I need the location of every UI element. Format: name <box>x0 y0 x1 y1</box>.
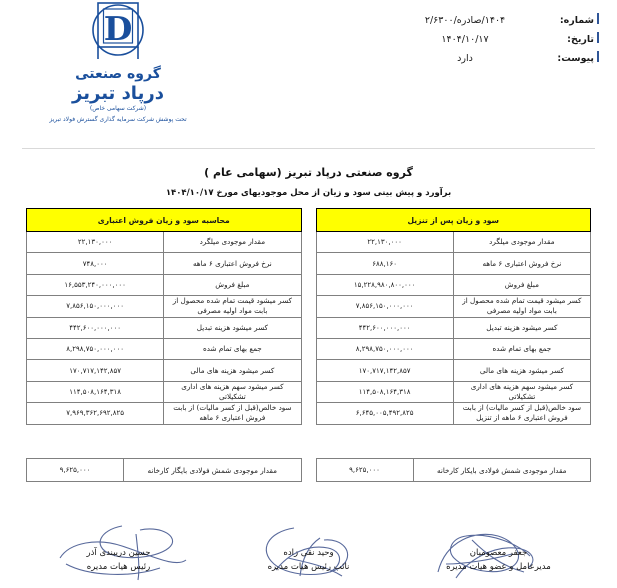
row-label: کسر میشود سهم هزینه های اداری تشکیلاتی <box>453 381 590 402</box>
row-label: نرخ فروش اعتباری ۶ ماهه <box>164 253 301 274</box>
row-label: مقدار موجودی شمش فولادی بایگار کارخانه <box>124 459 302 482</box>
logo-legal-form: (شرکت سهامی خاص) <box>89 105 147 112</box>
company-logo-icon <box>76 2 160 64</box>
row-amount: ۹,۶۲۵,۰۰۰ <box>316 459 413 482</box>
table-row <box>27 338 302 359</box>
meta-value-attachment: دارد <box>457 53 473 64</box>
row-amount: ۷۴۸,۰۰۰ <box>27 253 164 274</box>
page-subtitle: برآورد و پیش بینی سود و زیان از محل موجودیهای مورخ ۱۴۰۴/۱۰/۱۷ <box>165 188 452 198</box>
row-amount: ۹,۶۲۵,۰۰۰ <box>27 459 124 482</box>
table-row <box>27 274 302 295</box>
row-amount: ۶,۶۴۵,۰۰۵,۴۹۲,۸۲۵ <box>316 403 453 424</box>
table-row <box>27 459 302 482</box>
table-header-credit-sales: محاسبه سود و زیان فروش اعتباری <box>27 209 302 232</box>
table-body-discounted <box>316 232 591 425</box>
table-row <box>27 317 302 338</box>
table-billet-inventory-left <box>316 458 592 482</box>
table-row <box>316 232 591 253</box>
signature-chairman <box>26 522 211 586</box>
row-amount: ۲۲,۱۳۰,۰۰۰ <box>316 232 453 253</box>
header-divider <box>22 148 595 149</box>
row-amount: ۴۴۲,۶۰۰,۰۰۰,۰۰۰ <box>316 317 453 338</box>
row-label: سود خالص(قبل از کسر مالیات) از بابت فروش اعتباری ۶ ماهه <box>164 403 301 424</box>
row-label: جمع بهای تمام شده <box>453 338 590 359</box>
table-header-row <box>27 209 302 232</box>
table-row <box>27 253 302 274</box>
table-row <box>316 403 591 424</box>
svg-text:D: D <box>103 9 133 48</box>
meta-label-date-wrap <box>525 31 599 45</box>
signature-role: مدیرعامل و عضو هیات مدیره <box>446 562 551 572</box>
table-row <box>316 253 591 274</box>
row-amount: ۱۶,۵۵۳,۲۴۰,۰۰۰,۰۰۰ <box>27 274 164 295</box>
meta-row-number <box>349 12 599 31</box>
row-label: کسر میشود قیمت تمام شده محصول از بابت مواد اولیه مصرفی <box>164 296 301 317</box>
row-amount: ۱۷۰,۷۱۷,۱۴۲,۸۵۷ <box>316 360 453 381</box>
table-header-discounted: سود و زیان پس از تنزیل <box>316 209 591 232</box>
meta-row-attachment <box>349 50 599 69</box>
row-amount: ۱۵,۲۲۸,۹۸۰,۸۰۰,۰۰۰ <box>316 274 453 295</box>
row-amount: ۷,۹۶۹,۳۶۲,۶۹۲,۸۲۵ <box>27 403 164 424</box>
row-label: مقدار موجودی میلگرد <box>164 232 301 253</box>
table-row <box>27 381 302 402</box>
meta-value-date: ۱۴۰۴/۱۰/۱۷ <box>441 34 489 45</box>
table-row <box>316 296 591 317</box>
table-body-credit-sales <box>27 232 302 425</box>
row-amount: ۱۱۴,۵۰۸,۱۶۴,۳۱۸ <box>316 381 453 402</box>
table-row <box>316 317 591 338</box>
logo-name-line1: گروه صنعتی <box>75 66 161 82</box>
signature-role: نائب رئیس هیات مدیره <box>267 562 350 572</box>
row-amount: ۱۷۰,۷۱۷,۱۴۲,۸۵۷ <box>27 360 164 381</box>
row-amount: ۴۴۲,۶۰۰,۰۰۰,۰۰۰ <box>27 317 164 338</box>
row-label: مقدار موجودی شمش فولادی بایکار کارخانه <box>413 459 591 482</box>
meta-label-attachment: پیوست: <box>557 53 594 64</box>
meta-bullet-icon <box>597 51 599 62</box>
row-label: مبلغ فروش <box>164 274 301 295</box>
meta-label-date: تاریخ: <box>567 34 594 45</box>
table-row <box>27 296 302 317</box>
table-row <box>316 274 591 295</box>
inventory-tables-row <box>26 458 591 482</box>
row-label: کسر میشود قیمت تمام شده محصول از بابت مواد اولیه مصرفی <box>453 296 590 317</box>
meta-label-attachment-wrap <box>525 50 599 64</box>
table-row <box>316 381 591 402</box>
page-title: گروه صنعتی درپاد تبریز (سهامی عام ) <box>204 166 413 179</box>
table-discounted-profit-loss <box>316 208 592 425</box>
row-label: نرخ فروش اعتباری ۶ ماهه <box>453 253 590 274</box>
signature-block <box>26 522 591 586</box>
table-row <box>316 338 591 359</box>
letter-meta-block <box>349 12 599 69</box>
meta-bullet-icon <box>597 13 599 24</box>
signature-vice-chairman <box>216 522 401 586</box>
financial-tables-row <box>26 208 591 425</box>
row-label: کسر میشود هزینه تبدیل <box>453 317 590 338</box>
table-row <box>316 360 591 381</box>
meta-row-date <box>349 31 599 50</box>
row-label: کسر میشود سهم هزینه های اداری تشکیلاتی <box>164 381 301 402</box>
meta-label-number: شماره: <box>559 15 594 26</box>
row-label: سود خالص(قبل از کسر مالیات) از بابت فروش اعتباری ۶ ماهه از تنزیل <box>453 403 590 424</box>
row-amount: ۱۱۴,۵۰۸,۱۶۴,۳۱۸ <box>27 381 164 402</box>
row-label: کسر میشود هزینه تبدیل <box>164 317 301 338</box>
meta-label-number-wrap <box>525 12 599 26</box>
row-amount: ۲۲,۱۳۰,۰۰۰ <box>27 232 164 253</box>
table-row <box>316 459 591 482</box>
table-row <box>27 360 302 381</box>
company-logo-block <box>28 2 208 124</box>
row-amount: ۸,۲۹۸,۷۵۰,۰۰۰,۰۰۰ <box>27 338 164 359</box>
row-amount: ۷,۸۵۶,۱۵۰,۰۰۰,۰۰۰ <box>316 296 453 317</box>
signature-role: رئیس هیات مدیره <box>86 562 151 572</box>
letterhead <box>0 0 617 132</box>
row-amount: ۷,۸۵۶,۱۵۰,۰۰۰,۰۰۰ <box>27 296 164 317</box>
row-amount: ۶۸۸,۱۶۰ <box>316 253 453 274</box>
table-billet-inventory-right <box>26 458 302 482</box>
table-row <box>27 403 302 424</box>
meta-value-number: ۱۴۰۴/صادره/۲/۶۳۰۰ <box>424 15 506 26</box>
row-label: جمع بهای تمام شده <box>164 338 301 359</box>
row-label: مبلغ فروش <box>453 274 590 295</box>
row-label: کسر میشود هزینه های مالی <box>453 360 590 381</box>
row-amount: ۸,۲۹۸,۷۵۰,۰۰۰,۰۰۰ <box>316 338 453 359</box>
signature-name: وحید نقی زاده <box>283 548 334 558</box>
table-row <box>27 232 302 253</box>
row-label: مقدار موجودی میلگرد <box>453 232 590 253</box>
table-credit-sales-profit-loss <box>26 208 302 425</box>
meta-bullet-icon <box>597 32 599 43</box>
row-label: کسر میشود هزینه های مالی <box>164 360 301 381</box>
logo-tagline: تحت پوشش شرکت سرمایه گذاری گسترش فولاد تبریز <box>49 116 187 123</box>
table-header-row <box>316 209 591 232</box>
logo-name-line2: درپاد تبریز <box>72 83 164 104</box>
signature-name: جعفر معصومیان <box>469 548 528 558</box>
signature-managing-director <box>406 522 591 586</box>
signature-name: حسین دریبندی آذر <box>86 548 151 558</box>
